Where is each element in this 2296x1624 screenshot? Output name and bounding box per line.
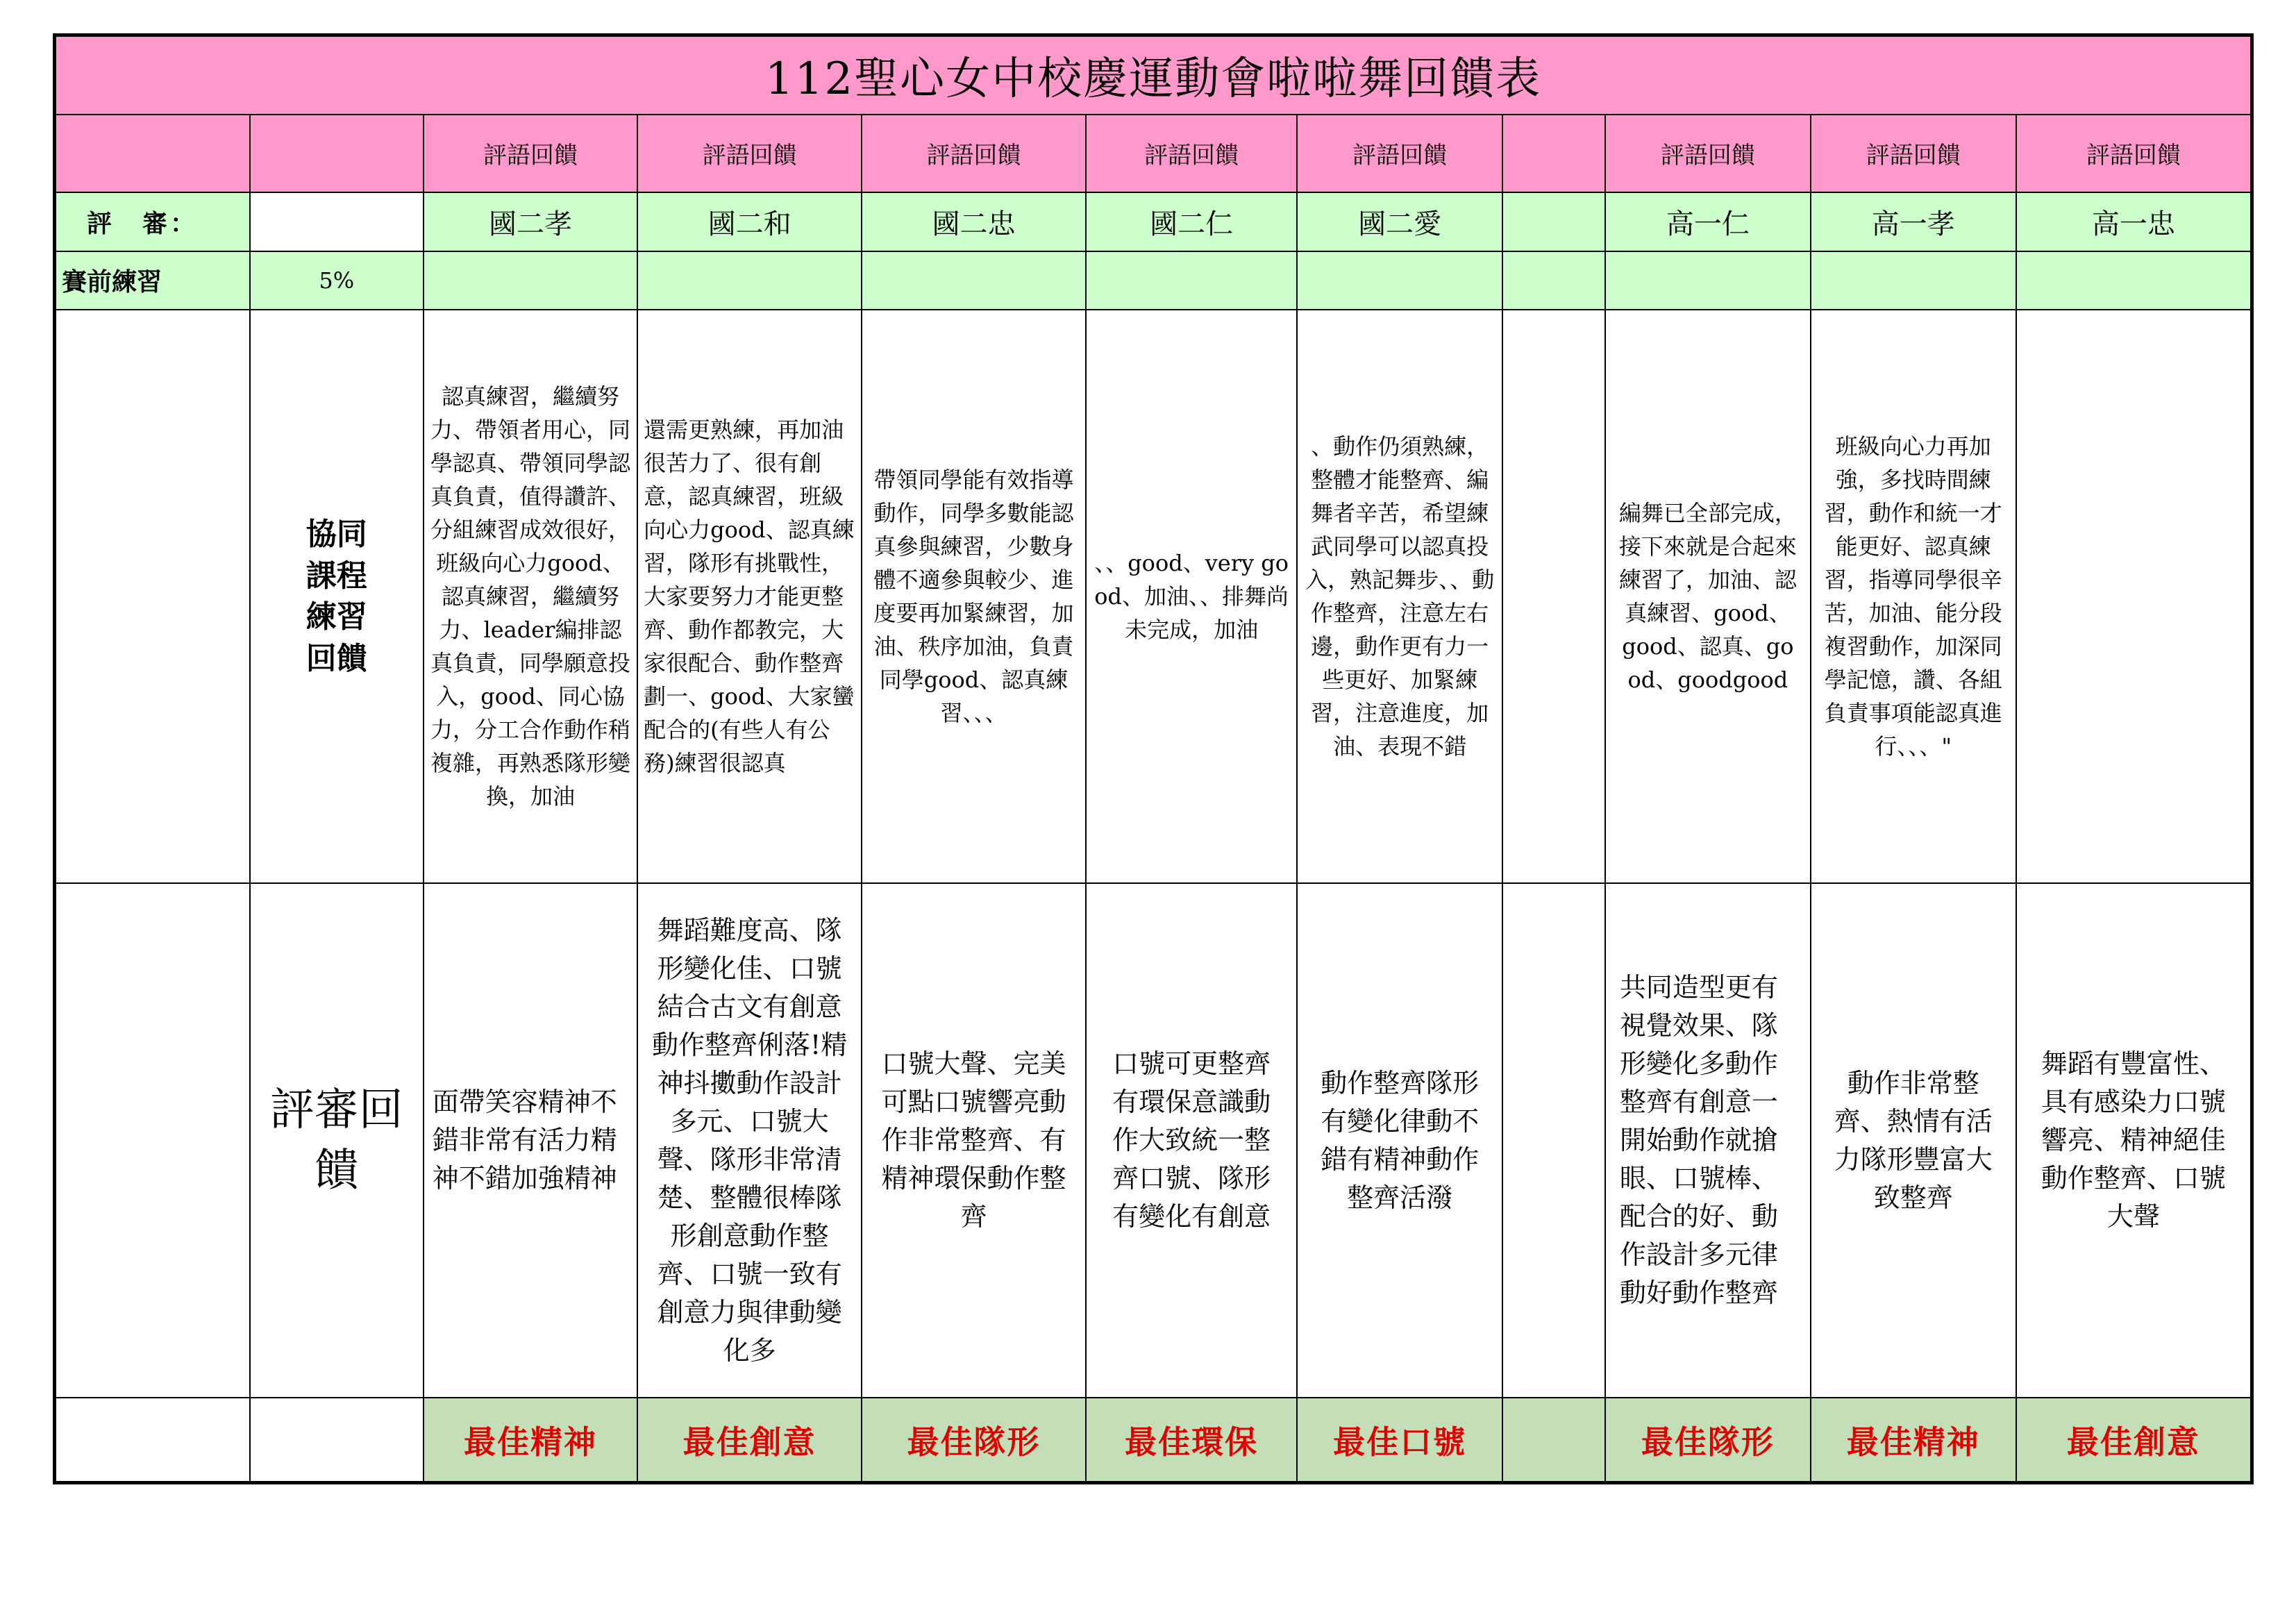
award-row [55,1398,2252,1482]
judge-blank [55,883,250,1398]
class-name [1502,192,1605,251]
practice-cell [862,251,1086,310]
class-name-row [55,192,2252,251]
award-blank-1 [55,1398,250,1482]
award-label: 最佳環保 [1086,1398,1297,1482]
header-cell: 評語回饋 [2016,115,2252,193]
practice-cell [1811,251,2016,310]
coop-comment: 編舞已全部完成，接下來就是合起來練習了，加油、認真練習、good、good、認真、good、goodgood [1605,310,1811,883]
award-label: 最佳口號 [1297,1398,1502,1482]
class-name: 高一仁 [1605,192,1811,251]
header-blank-gap [1502,115,1605,193]
feedback-sheet [53,33,2254,1484]
header-cell: 評語回饋 [1605,115,1811,193]
coop-row-label: 協同課程練習回饋 [250,310,424,883]
class-name: 高一孝 [1811,192,2016,251]
class-name: 國二忠 [862,192,1086,251]
award-label: 最佳精神 [424,1398,637,1482]
practice-cell [637,251,862,310]
judge-label: 評 審： [55,192,250,251]
practice-percent: 5% [250,251,424,310]
practice-cell [1605,251,1811,310]
header-cell: 評語回饋 [1297,115,1502,193]
sheet-title: 112聖心女中校慶運動會啦啦舞回饋表 [55,35,2252,115]
practice-label: 賽前練習 [55,251,250,310]
class-name: 國二孝 [424,192,637,251]
practice-cell [1502,251,1605,310]
class-name: 高一忠 [2016,192,2252,251]
award-blank-2 [250,1398,424,1482]
feedback-table [53,33,2254,1484]
practice-row [55,251,2252,310]
header-cell: 評語回饋 [637,115,862,193]
coop-feedback-row [55,310,2252,883]
class-name: 國二和 [637,192,862,251]
award-label: 最佳創意 [2016,1398,2252,1482]
header-blank-1 [55,115,250,193]
coop-comment: 還需更熟練，再加油很苦力了、很有創意，認真練習，班級向心力good、認真練習，隊形有挑戰性，大家要努力才能更整齊、動作都教完，大家很配合、動作整齊劃一、good、大家蠻配合的(有些人有公務)練習很認真 [637,310,862,883]
judge-comment: 口號可更整齊有環保意識動作大致統一整齊口號、隊形有變化有創意 [1086,883,1297,1398]
coop-blank [55,310,250,883]
header-cell: 評語回饋 [1086,115,1297,193]
award-label [1502,1398,1605,1482]
header-blank-2 [250,115,424,193]
practice-cell [1086,251,1297,310]
judge-comment: 舞蹈有豐富性、具有感染力口號響亮、精神絕佳動作整齊、口號大聲 [2016,883,2252,1398]
award-label: 最佳隊形 [862,1398,1086,1482]
judge-comment: 面帶笑容精神不錯非常有活力精神不錯加強精神 [424,883,637,1398]
practice-cell [424,251,637,310]
header-row [55,115,2252,193]
practice-cell [2016,251,2252,310]
judge-comment: 動作整齊隊形有變化律動不錯有精神動作整齊活潑 [1297,883,1502,1398]
class-name: 國二愛 [1297,192,1502,251]
header-cell: 評語回饋 [1811,115,2016,193]
header-cell: 評語回饋 [424,115,637,193]
coop-comment: 認真練習，繼續努力、帶領者用心，同學認真、帶領同學認真負責，值得讚許、分組練習成效很好，班級向心力good、認真練習，繼續努力、leader編排認真負責，同學願意投入，good、同心協力，分工合作動作稍複雜，再熟悉隊形變換，加油 [424,310,637,883]
class-name: 國二仁 [1086,192,1297,251]
judge-feedback-row [55,883,2252,1398]
award-label: 最佳創意 [637,1398,862,1482]
coop-comment: 班級向心力再加強，多找時間練習，動作和統一才能更好、認真練習，指導同學很辛苦，加油、能分段複習動作，加深同學記憶，讚、各組負責事項能認真進行、、、" [1811,310,2016,883]
judge-name-blank [250,192,424,251]
coop-comment [2016,310,2252,883]
award-label: 最佳精神 [1811,1398,2016,1482]
coop-comment: 、動作仍須熟練，整體才能整齊、編舞者辛苦，希望練武同學可以認真投入，熟記舞步、、動作整齊，注意左右邊，動作更有力一些更好、加緊練習，注意進度，加油、表現不錯 [1297,310,1502,883]
judge-comment: 動作非常整齊、熱情有活力隊形豐富大致整齊 [1811,883,2016,1398]
judge-row-label: 評審回饋 [250,883,424,1398]
judge-comment: 口號大聲、完美可點口號響亮動作非常整齊、有精神環保動作整齊 [862,883,1086,1398]
header-cell: 評語回饋 [862,115,1086,193]
judge-comment: 共同造型更有視覺效果、隊形變化多動作整齊有創意一開始動作就搶眼、口號棒、配合的好、動作設計多元律動好動作整齊 [1605,883,1811,1398]
coop-comment: 帶領同學能有效指導動作，同學多數能認真參與練習，少數身體不適參與較少、進度要再加緊練習，加油、秩序加油，負責同學good、認真練習、、、 [862,310,1086,883]
judge-comment: 舞蹈難度高、隊形變化佳、口號結合古文有創意動作整齊俐落!精神抖擻動作設計多元、口號大聲、隊形非常清楚、整體很棒隊形創意動作整齊、口號一致有創意力與律動變化多 [637,883,862,1398]
practice-cell [1297,251,1502,310]
coop-comment [1502,310,1605,883]
coop-comment: 、、good、very good、加油、、排舞尚未完成，加油 [1086,310,1297,883]
award-label: 最佳隊形 [1605,1398,1811,1482]
judge-comment [1502,883,1605,1398]
